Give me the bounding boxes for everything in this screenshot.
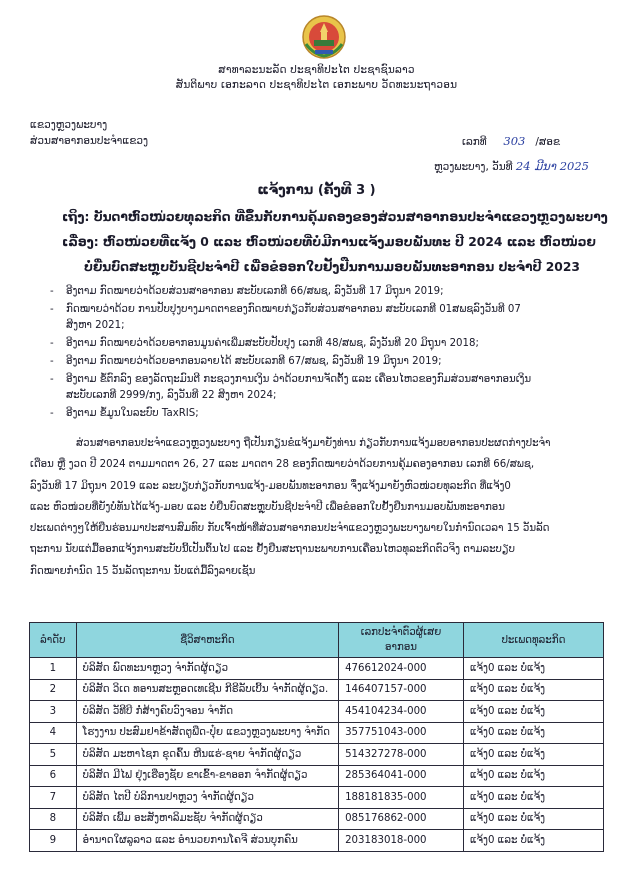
row-business-type: ແຈ້ງ0 ແລະ ບໍ່ແຈ້ງ <box>463 701 603 723</box>
table-row <box>30 701 604 723</box>
row-index: 8 <box>30 808 77 830</box>
row-business-type: ແຈ້ງ0 ແລະ ບໍ່ແຈ້ງ <box>463 830 603 852</box>
row-business-type: ແຈ້ງ0 ແລະ ບໍ່ແຈ້ງ <box>463 808 603 830</box>
table-row <box>30 830 604 852</box>
row-index: 1 <box>30 658 77 680</box>
table-row <box>30 808 604 830</box>
row-tax-id: 285364041-000 <box>339 765 464 787</box>
row-index: 9 <box>30 830 77 852</box>
row-business-type: ແຈ້ງ0 ແລະ ບໍ່ແຈ້ງ <box>463 787 603 809</box>
row-tax-id: 357751043-000 <box>339 722 464 744</box>
row-company-name: ບໍລິສັດ ວິເດ ທອານສະຫຼອດເທເຊີນ ກີຣີລັບເບີ້ນ ຈຳກັດຜູ້ດຽວ. <box>76 679 338 701</box>
reference-item: - ກົດໝາຍວ່າດ້ວຍ ການປັບປຸງບາງມາດຕາຂອງກົດໝາຍກ່ຽວກັບສ່ວນສາອາກອນ ສະບັບເລກທີ 01ສພຊລົງວັນທີ 07 <box>50 304 521 316</box>
row-tax-id: 085176862-000 <box>339 808 464 830</box>
reference-item: - ອີງຕາມ ກົດໝາຍວ່າດ້ວຍອາກອນມູນຄ່າເພີ່ມສະບັບປັບປຸງ ເລກທີ 48/ສພຊ, ລົງວັນທີ 20 ມິຖຸນາ 2018; <box>50 337 479 349</box>
reference-item: - ອີງຕາມ ກົດໝາຍວ່າດ້ວຍສ່ວນສາອາກອນ ສະບັບເລກທີ 66/ສພຊ, ລົງວັນທີ 17 ມິຖຸນາ 2019; <box>50 286 444 297</box>
row-company-name: ບໍລິສັດ ເພີ້ມ ອະສັງຫາລິມະຊັບ ຈຳກັດຜູ້ດຽວ <box>76 808 338 830</box>
paragraph-line: ເດືອນ ຫຼື ງວດ ປີ 2024 ຕາມມາດຕາ 26, 27 ແລະ ມາດຕາ 28 ຂອງກົດໝາຍວ່າດ້ວຍການຄຸ້ມຄອງອາກອນ ເລກທີ 66/ສພຊ, <box>30 459 535 471</box>
row-index: 6 <box>30 765 77 787</box>
row-business-type: ແຈ້ງ0 ແລະ ບໍ່ແຈ້ງ <box>463 765 603 787</box>
paragraph-line: ປະເພດຕ່າງໆໃຫ້ຍືນຮ່ອນມາປະສານສົມທົບ ກັບເຈົ້າໜ້າທີ່ສ່ວນສາອາກອນປະຈຳແຂວງຫຼວງພະບາງພາຍໃນກຳນົດເວລາ 15 ວັນລັດ <box>30 523 550 535</box>
row-index: 4 <box>30 722 77 744</box>
province-name: ແຂວງຫຼວງພະບາງ <box>30 119 108 131</box>
office-name: ສ່ວນສາອາກອນປະຈຳແຂວງ <box>30 135 149 147</box>
table-row <box>30 679 604 701</box>
document-date <box>434 159 589 173</box>
row-business-type: ແຈ້ງ0 ແລະ ບໍ່ແຈ້ງ <box>463 679 603 701</box>
row-company-name: ບໍລິສັດ ໄຕປີ ບໍລິການປາຫຼວງ ຈຳກັດຜູ້ດຽວ <box>76 787 338 809</box>
row-business-type: ແຈ້ງ0 ແລະ ບໍ່ແຈ້ງ <box>463 722 603 744</box>
number-value: 303 <box>503 134 526 148</box>
table-row <box>30 658 604 680</box>
reference-item: - ອີງຕາມ ຂໍ້ຕົກລົງ ຂອງລັດຖະມົນຕີ ກະຊວງການເງິນ ວ່າດ້ວຍການຈັດຕັ້ງ ແລະ ເຄື່ອນໄຫວຂອງກົມສ່ວນສາອາກອນເງິນ <box>50 374 532 386</box>
country-name: ສາທາລະນະລັດ ປະຊາທິປະໄຕ ປະຊາຊົນລາວ <box>218 64 415 76</box>
paragraph-line: ລົງວັນທີ 17 ມິຖຸນາ 2019 ແລະ ລະບຽບກ່ຽວກັບການແຈ້ງ-ມອບພັນທະອາກອນ ຈຶ່ງແຈ້ງມາຍັງຫົວໜ່ວຍທຸລະກິດ ທີ່ແຈ້ງ0 <box>30 480 511 492</box>
table-row <box>30 787 604 809</box>
number-label: ເລກທີ <box>462 136 487 148</box>
body-paragraph <box>30 433 605 582</box>
header-tax-id: ເລກປະຈຳຕົວຜູ້ເສຍ ອາກອນ <box>339 623 464 658</box>
row-tax-id: 188181835-000 <box>339 787 464 809</box>
document-title: ແຈ້ງການ (ຄັ້ງທີ 3 ) <box>257 183 376 198</box>
national-emblem <box>301 14 347 60</box>
national-motto: ສັນຕິພາບ ເອກະລາດ ປະຊາທິປະໄຕ ເອກະພາບ ວັດທະນະຖາວອນ <box>175 79 458 91</box>
header-company-name: ຊື່ວິສາຫະກິດ <box>76 623 338 658</box>
date-place: ຫຼວງພະບາງ, ວັນທີ <box>434 161 513 173</box>
row-index: 3 <box>30 701 77 723</box>
paragraph-line: ສ່ວນສາອາກອນປະຈຳແຂວງຫຼວງພະບາງ ຖືເປັນກຽນຂໍແຈ້ງມາຍັງທ່ານ ກ່ຽວກັບການແຈ້ງມອບອາກອນປະຜດກ່າງປະຈຳ <box>76 438 551 449</box>
row-tax-id: 146407157-000 <box>339 679 464 701</box>
row-company-name: ບໍລິສັດ ມີໄຟ ຢຸ່ງເຮືອງຊັຍ ຂາເຂົ້າ-ຂາອອກ ຈຳກັດຜູ້ດຽວ <box>76 765 338 787</box>
row-company-name: ບໍລິສັດ ພົດທະນາຫຼວງ ຈຳກັດຜູ້ດຽວ <box>76 658 338 680</box>
reference-item: - ອີງຕາມ ກົດໝາຍວ່າດ້ວຍອາກອນລາຍໄດ້ ສະບັບເລກທີ 67/ສພຊ, ລົງວັນທີ 19 ມິຖຸນາ 2019; <box>50 355 442 367</box>
row-index: 5 <box>30 744 77 766</box>
row-business-type: ແຈ້ງ0 ແລະ ບໍ່ແຈ້ງ <box>463 744 603 766</box>
row-company-name: ບໍລິສັດ ມະຫາໄຊກ ຂຸດຄົ້ນ ຫີນແຮ່-ຊາຍ ຈຳກັດຜູ້ດຽວ <box>76 744 338 766</box>
reference-item-cont: ສະບັບເລກທີ 2999/ກງ, ລົງວັນທີ 22 ສິງຫາ 2024; <box>66 389 277 401</box>
table-header-row <box>30 623 604 658</box>
row-tax-id: 476612024-000 <box>339 658 464 680</box>
subject-topic-cont: ບໍ່ຍື່ນບົດສະຫຼຸບບັນຊີປະຈຳປີ ເພື່ອຂໍອອກໃບຢັ້ງຢືນການມອບພັນທະອາກອນ ປະຈຳປີ 2023 <box>84 260 580 274</box>
reference-item-cont: ສິງຫາ 2021; <box>66 319 125 331</box>
row-index: 7 <box>30 787 77 809</box>
business-table <box>29 622 604 852</box>
subject-topic: ເລື່ອງ: ຫົວໜ່ວຍທີ່ແຈ້ງ 0 ແລະ ຫົວໜ່ວຍທີ່ບໍ່ມີການແຈ້ງມອບພັນທະ ປີ 2024 ແລະ ຫົວໜ່ວຍ <box>62 235 596 249</box>
row-company-name: ອຳນາດໃຜລູລາວ ແລະ ອຳນວຍການໂຄຈີ ສ່ວນບຸກຄົນ <box>76 830 338 852</box>
number-suffix: /ສອຂ <box>535 136 561 148</box>
reference-item: - ອີງຕາມ ຂໍ້ມູນໃນລະບົບ TaxRIS; <box>50 407 199 419</box>
row-business-type: ແຈ້ງ0 ແລະ ບໍ່ແຈ້ງ <box>463 658 603 680</box>
paragraph-line: ຖະການ ນັບແຕ່ມື້ອອກແຈ້ງການສະບັບນີ້ເປັນຕົ້ນໄປ ແລະ ຢັ້ງຢືນສະຖານະພາບການເຄື່ອນໄຫວທຸລະກິດຕົວຈິງ ຕາມລະບຽບ <box>30 544 516 556</box>
table-row <box>30 765 604 787</box>
header-index: ລຳດັບ <box>30 623 77 658</box>
row-tax-id: 203183018-000 <box>339 830 464 852</box>
row-company-name: ໂຮງງານ ປະສົມຢາຂ້າສັດຕູພືດ-ປຸ໋ຍ ແຂວງຫຼວງພະບາງ ຈຳກັດ <box>76 722 338 744</box>
row-tax-id: 514327278-000 <box>339 744 464 766</box>
row-tax-id: 454104234-000 <box>339 701 464 723</box>
paragraph-line: ແລະ ຫົວໜ່ວຍທີ່ຍັງບໍ່ທັນໄດ້ແຈ້ງ-ມອບ ແລະ ບໍ່ຍື່ນບົດສະຫຼຸບບັນຊີປະຈຳປີ ເພື່ອຂໍອອກໃບຢັ້ງຢືນການມອບພັນທະອາກອນ <box>30 501 505 513</box>
references-list <box>48 284 608 424</box>
table-row <box>30 744 604 766</box>
date-value: 24 ມີນາ 2025 <box>515 159 589 173</box>
table-row <box>30 722 604 744</box>
row-index: 2 <box>30 679 77 701</box>
header-business-type: ປະເພດທຸລະກິດ <box>463 623 603 658</box>
paragraph-line: ກົດໝາຍກຳນົດ 15 ວັນລັດຖະການ ນັບແຕ່ມື້ລົງລາຍເຊັນ <box>30 565 256 577</box>
document-number <box>462 134 560 148</box>
row-company-name: ບໍລິສັດ ວັທີບີ ກໍ່ສ້າງຄົບວົງຈອນ ຈຳກັດ <box>76 701 338 723</box>
subject-to: ເຖິງ: ບັນດາຫົວໜ່ວຍທຸລະກິດ ທີ່ຂຶ້ນກັບການຄຸ້ມຄອງຂອງສ່ວນສາອາກອນປະຈຳແຂວງຫຼວງພະບາງ <box>62 210 608 224</box>
